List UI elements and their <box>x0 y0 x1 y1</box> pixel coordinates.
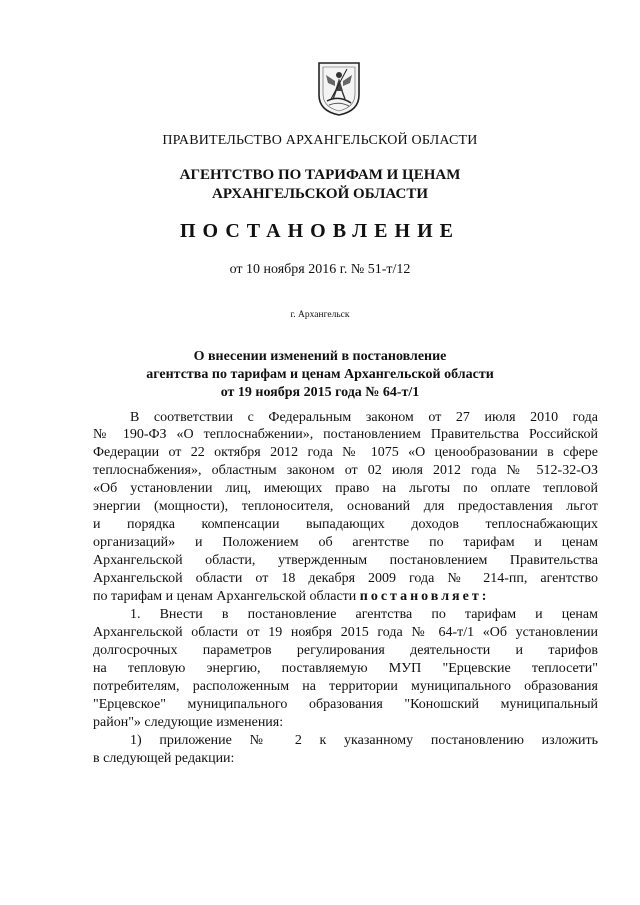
body-line: потребителям, расположенным на территории муниципального образования <box>93 679 598 694</box>
body-line: "Ерцевское" муниципального образования "Коношский муниципальный <box>93 697 598 712</box>
body-line: на тепловую энергию, поставляемую МУП "Ерцевские теплосети" <box>93 661 598 676</box>
agency-name-line-1: АГЕНТСТВО ПО ТАРИФАМ И ЦЕНАМ <box>179 167 461 183</box>
decree-type-title: ПОСТАНОВЛЕНИЕ <box>180 220 460 242</box>
body-line: Архангельской области от 18 декабря 2009 года № 214-пп, агентство <box>93 571 598 586</box>
subject-line-1: О внесении изменений в постановление <box>193 349 447 364</box>
body-line: № 190-ФЗ «О теплоснабжении», постановлением Правительства Российской <box>93 427 598 442</box>
body-line: В соответствии с Федеральным законом от 27 июля 2010 года <box>130 410 598 425</box>
decree-date-number: от 10 ноября 2016 г. № 51-т/12 <box>229 262 411 277</box>
body-line: энергии (мощности), теплоносителя, оснований для предоставления льгот <box>93 499 598 514</box>
body-line: Федерации от 22 октября 2012 года № 1075 «О ценообразовании в сфере <box>93 445 598 460</box>
body-line-with-resolution <box>93 589 598 605</box>
body-line: 1. Внести в постановление агентства по тарифам и ценам <box>130 607 598 622</box>
government-title: ПРАВИТЕЛЬСТВО АРХАНГЕЛЬСКОЙ ОБЛАСТИ <box>162 133 478 148</box>
body-line: 1) приложение № 2 к указанному постановлению изложить <box>130 733 598 748</box>
body-line-text: по тарифам и ценам Архангельской области <box>93 589 357 604</box>
body-line: долгосрочных параметров регулирования деятельности и тарифов <box>93 643 598 658</box>
body-line: район"» следующие изменения: <box>93 715 284 730</box>
body-line: «Об установлении лиц, имеющих право на льготы по оплате тепловой <box>93 481 598 496</box>
coat-of-arms-emblem <box>317 61 361 117</box>
city-label: г. Архангельск <box>290 310 350 320</box>
body-line: и порядка компенсации выпадающих доходов теплоснабжающих <box>93 517 598 532</box>
body-line: Архангельской области от 19 ноября 2015 года № 64-т/1 «Об установлении <box>93 625 598 640</box>
resolves-word: постановляет: <box>359 589 490 604</box>
body-line: в следующей редакции: <box>93 751 235 766</box>
subject-line-3: от 19 ноября 2015 года № 64-т/1 <box>220 385 420 400</box>
body-line: организаций» и Положением об агентстве по тарифам и ценам <box>93 535 598 550</box>
body-line: Архангельской области, утвержденным постановлением Правительства <box>93 553 598 568</box>
body-line: теплоснабжения», областным законом от 02 июля 2012 года № 512-32-ОЗ <box>93 463 598 478</box>
agency-name-line-2: АРХАНГЕЛЬСКОЙ ОБЛАСТИ <box>212 186 428 202</box>
subject-line-2: агентства по тарифам и ценам Архангельской области <box>146 367 494 382</box>
